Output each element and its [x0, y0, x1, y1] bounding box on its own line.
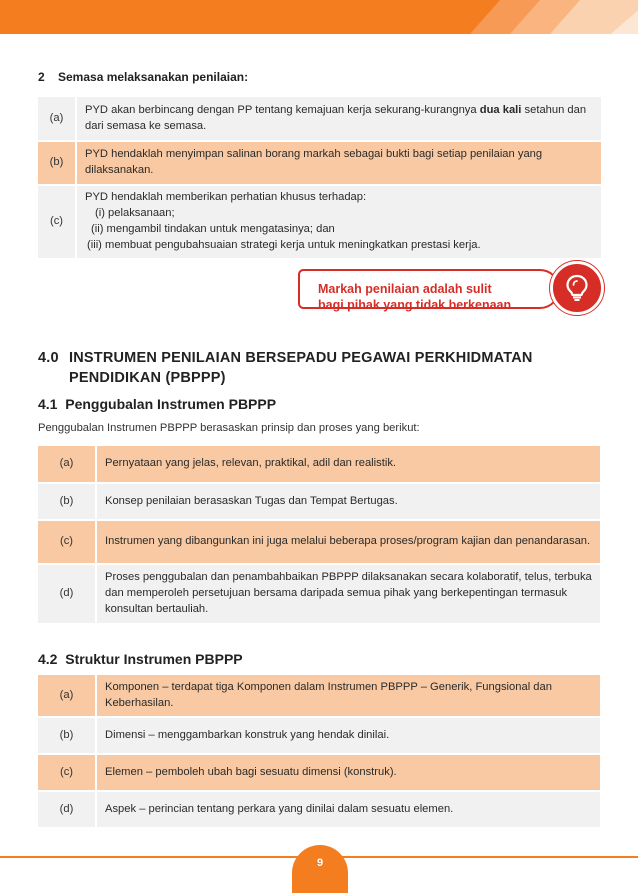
table-row: [38, 446, 600, 483]
section-4-2-table: [38, 675, 600, 829]
table-row: [38, 754, 600, 791]
row-label: (a): [38, 446, 96, 483]
section-2-title: Semasa melaksanakan penilaian:: [58, 70, 249, 84]
row-label: (d): [38, 791, 96, 828]
page-number: 9: [316, 857, 324, 869]
section-2-heading: [38, 70, 248, 84]
list-item: (iii) membuat pengubahsuaian strategi kerja untuk meningkatkan prestasi kerja.: [87, 238, 481, 251]
row-intro: PYD hendaklah memberikan perhatian khusus terhadap:: [85, 191, 367, 203]
row-text: Instrumen yang dibangunkan ini juga melalui beberapa proses/program kajian dan penandarasan.: [96, 520, 600, 564]
section-4-0-number: 4.0: [38, 350, 59, 366]
section-4-0-title-line-1: INSTRUMEN PENILAIAN BERSEPADU PEGAWAI PERKHIDMATAN: [69, 350, 533, 366]
row-text: [76, 97, 601, 141]
row-text: Dimensi – menggambarkan konstruk yang hendak dinilai.: [96, 717, 600, 754]
table-row: [38, 520, 600, 564]
row-label: (c): [38, 185, 76, 259]
table-row: [38, 97, 601, 141]
section-4-2-number: 4.2: [38, 651, 58, 667]
list-item: (i) pelaksanaan;: [95, 206, 175, 219]
lightbulb-icon: [550, 261, 604, 315]
row-text: Konsep penilaian berasaskan Tugas dan Tempat Bertugas.: [96, 483, 600, 520]
table-row: [38, 717, 600, 754]
callout-line-2: bagi pihak yang tidak berkenaan: [318, 298, 512, 313]
row-label: (c): [38, 754, 96, 791]
callout-line-1: Markah penilaian adalah sulit: [318, 282, 492, 296]
section-4-0-title-line-2: PENDIDIKAN (PBPPP): [69, 370, 226, 386]
row-label: (b): [38, 717, 96, 754]
row-text: Elemen – pemboleh ubah bagi sesuatu dimensi (konstruk).: [96, 754, 600, 791]
row-text-bold: dua kali: [479, 103, 522, 116]
table-row: [38, 483, 600, 520]
section-4-1-title: Penggubalan Instrumen PBPPP: [65, 396, 277, 412]
table-row: [38, 791, 600, 828]
list-item: (ii) mengambil tindakan untuk mengatasinya; dan: [91, 222, 335, 235]
row-text: Proses penggubalan dan penambahbaikan PBPPP dilaksanakan secara kolaboratif, telus, terbuka dan memperoleh persetujuan bersama daripada semua pihak yang berkepentingan termasuk konsultan bertauliah.: [96, 564, 600, 624]
table-row: [38, 141, 601, 185]
table-row: [38, 675, 600, 717]
header-band: [0, 0, 638, 34]
row-label: (b): [38, 483, 96, 520]
table-row: [38, 185, 601, 259]
section-4-1-table: [38, 446, 600, 625]
confidential-callout: [298, 263, 606, 315]
row-text: Pernyataan yang jelas, relevan, praktikal, adil dan realistik.: [96, 446, 600, 483]
row-label: (a): [38, 675, 96, 717]
row-label: (c): [38, 520, 96, 564]
section-2-number: 2: [38, 70, 45, 84]
section-4-2-title: Struktur Instrumen PBPPP: [65, 651, 243, 667]
section-4-1-number: 4.1: [38, 396, 58, 412]
callout-box: [298, 269, 560, 313]
row-text: PYD hendaklah menyimpan salinan borang markah sebagai bukti bagi setiap penilaian yang dilaksanakan.: [76, 141, 601, 185]
row-text-part: setahun dan dari semasa ke semasa.: [85, 103, 587, 132]
row-label: (a): [38, 97, 76, 141]
section-4-1-heading: [38, 396, 276, 412]
callout-text: [318, 281, 511, 314]
page-number-tab: [292, 845, 348, 893]
section-4-2-heading: [38, 651, 243, 667]
table-row: [38, 564, 600, 624]
row-text: [76, 185, 601, 259]
row-text: Komponen – terdapat tiga Komponen dalam Instrumen PBPPP – Generik, Fungsional dan Keberhasilan.: [96, 675, 600, 717]
section-4-1-intro: Penggubalan Instrumen PBPPP berasaskan prinsip dan proses yang berikut:: [38, 422, 420, 434]
row-text-part: PYD akan berbincang dengan PP tentang kemajuan kerja sekurang-kurangnya: [85, 103, 480, 116]
section-4-0-heading: [38, 348, 533, 388]
section-2-table: [38, 97, 601, 260]
row-label: (b): [38, 141, 76, 185]
row-text: Aspek – perincian tentang perkara yang dinilai dalam sesuatu elemen.: [96, 791, 600, 828]
row-label: (d): [38, 564, 96, 624]
